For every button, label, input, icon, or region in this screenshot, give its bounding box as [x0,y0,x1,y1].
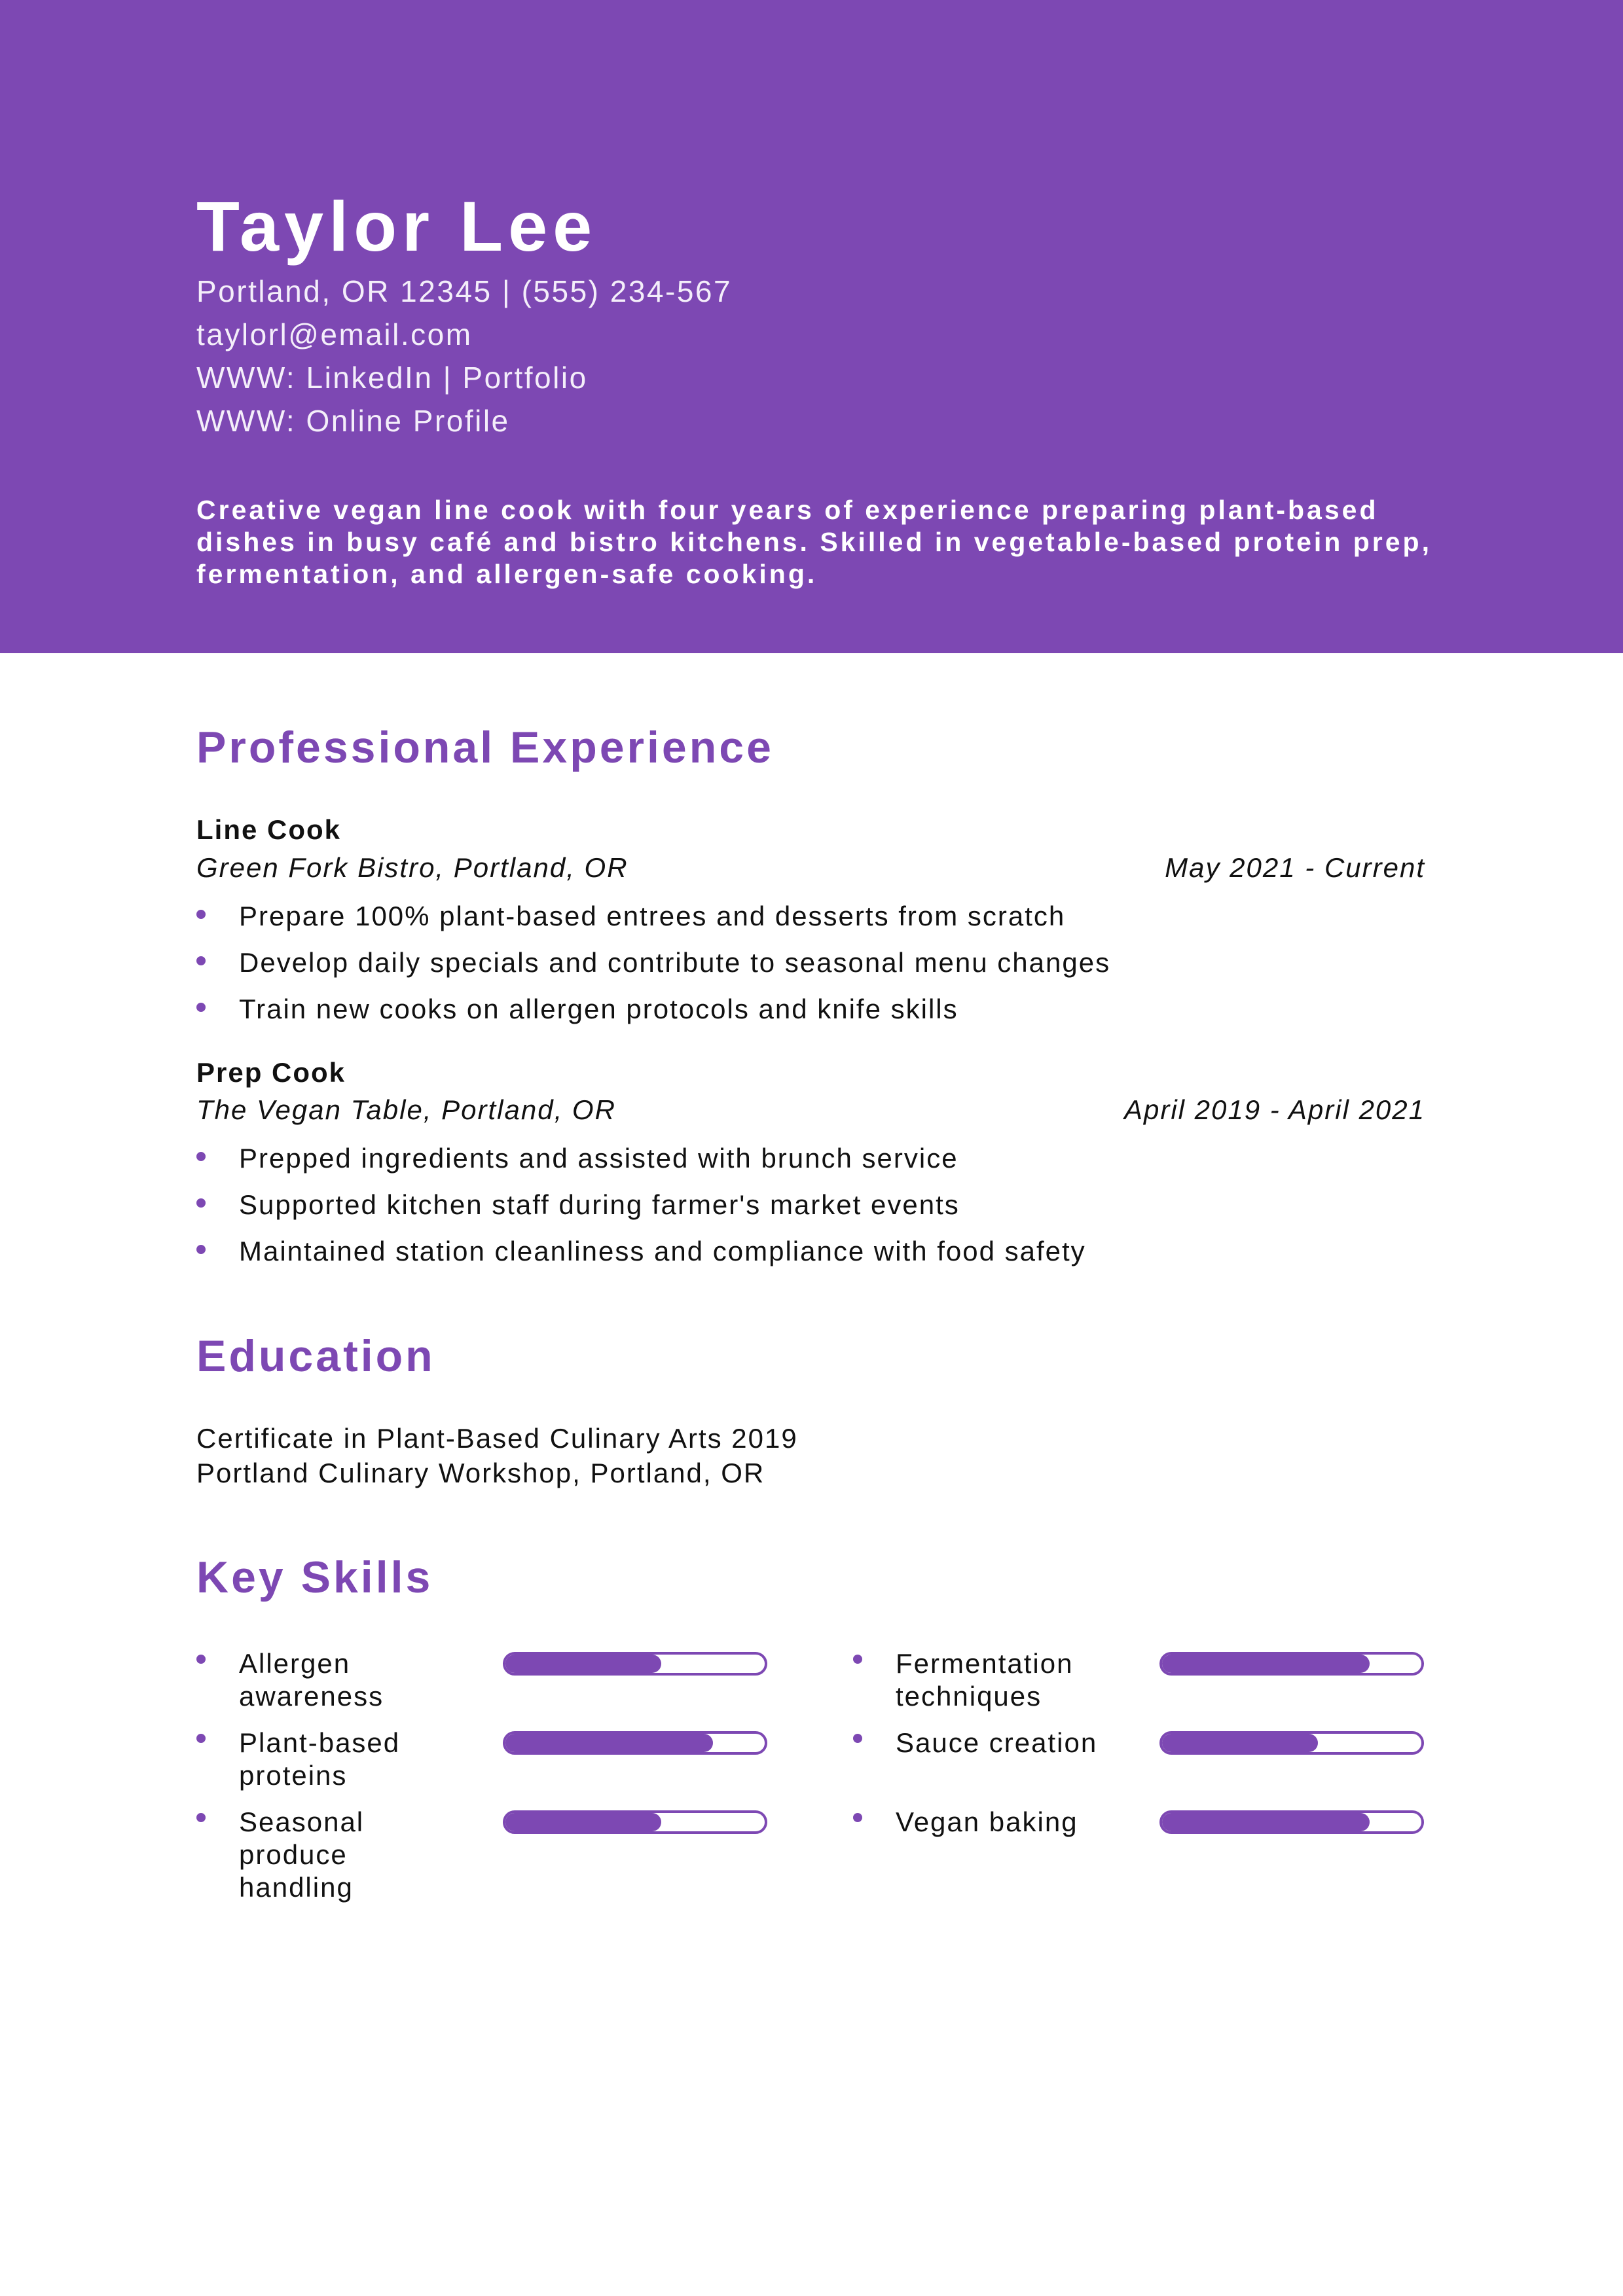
bullet-icon [196,1003,206,1012]
list-item [196,1191,1440,1224]
skill-level-fill [1162,1734,1318,1752]
skill-name: Vegan baking [896,1806,1078,1837]
bullet-text: Maintained station cleanliness and compliance with food safety [239,1236,1086,1266]
bullet-icon [853,1734,862,1743]
bullet-text: Develop daily specials and contribute to seasonal menu changes [239,947,1111,978]
list-item [196,949,1440,982]
candidate-name: Taylor Lee [196,187,598,266]
bullet-icon [196,1152,206,1161]
skill-item [196,1727,812,1812]
skill-level-bar [1159,1810,1424,1834]
skill-level-bar [503,1652,767,1676]
bullet-text: Prepare 100% plant-based entrees and desserts from scratch [239,901,1066,931]
skill-item [196,1806,812,1924]
skill-item [196,1647,812,1732]
bullet-text: Supported kitchen staff during farmer's market events [239,1189,960,1220]
bullet-text: Train new cooks on allergen protocols and knife skills [239,994,958,1024]
education-degree: Certificate in Plant-Based Culinary Arts 2019 [196,1423,798,1454]
links-online-profile[interactable]: WWW: Online Profile [196,404,510,438]
skills-heading: Key Skills [196,1552,433,1602]
skill-level-fill [505,1655,661,1673]
skill-level-bar [1159,1652,1424,1676]
skill-name: Fermentation techniques [896,1648,1074,1712]
email[interactable]: taylorl@email.com [196,317,473,351]
job-title: Line Cook [196,814,342,845]
bullet-icon [196,1734,206,1743]
list-item [196,1145,1440,1177]
bullet-icon [853,1655,862,1664]
bullet-icon [196,956,206,965]
bullet-icon [196,1655,206,1664]
summary: Creative vegan line cook with four years of experience preparing plant-based dishes in busy café and bistro kitchens. Skilled in vegetable-based protein prep, fermentation, and allergen-safe cooking. [196,495,1432,589]
skill-level-bar [503,1810,767,1834]
job-company: The Vegan Table, Portland, OR [196,1094,616,1125]
education-heading: Education [196,1331,435,1381]
education-school: Portland Culinary Workshop, Portland, OR [196,1458,765,1488]
skill-level-fill [505,1734,713,1752]
location-phone: Portland, OR 12345 | (555) 234-567 [196,274,733,308]
skill-level-fill [1162,1813,1370,1831]
job-title: Prep Cook [196,1057,346,1088]
skill-item [853,1647,1468,1732]
job-dates: April 2019 - April 2021 [1123,1094,1425,1125]
skill-name: Allergen awareness [239,1648,384,1712]
bullet-icon [196,910,206,919]
skill-name: Seasonal produce handling [239,1806,365,1903]
job-dates: May 2021 - Current [1165,852,1425,883]
skill-item [853,1727,1468,1812]
skill-item [853,1806,1468,1891]
job-meta [196,1096,1425,1129]
list-item [196,996,1440,1028]
bullet-icon [196,1813,206,1822]
bullet-text: Prepped ingredients and assisted with brunch service [239,1143,958,1174]
header-band [0,0,1623,653]
list-item [196,903,1440,935]
skill-level-fill [1162,1655,1370,1673]
job-meta [196,854,1425,887]
skill-level-bar [1159,1731,1424,1755]
bullet-icon [196,1198,206,1208]
skill-name: Plant-based proteins [239,1727,401,1791]
list-item [196,1238,1440,1270]
experience-heading: Professional Experience [196,723,774,772]
job-company: Green Fork Bistro, Portland, OR [196,852,629,883]
bullet-icon [196,1245,206,1254]
skill-name: Sauce creation [896,1727,1098,1758]
skill-level-bar [503,1731,767,1755]
links-linkedin-portfolio[interactable]: WWW: LinkedIn | Portfolio [196,361,588,395]
bullet-icon [853,1813,862,1822]
skill-level-fill [505,1813,661,1831]
